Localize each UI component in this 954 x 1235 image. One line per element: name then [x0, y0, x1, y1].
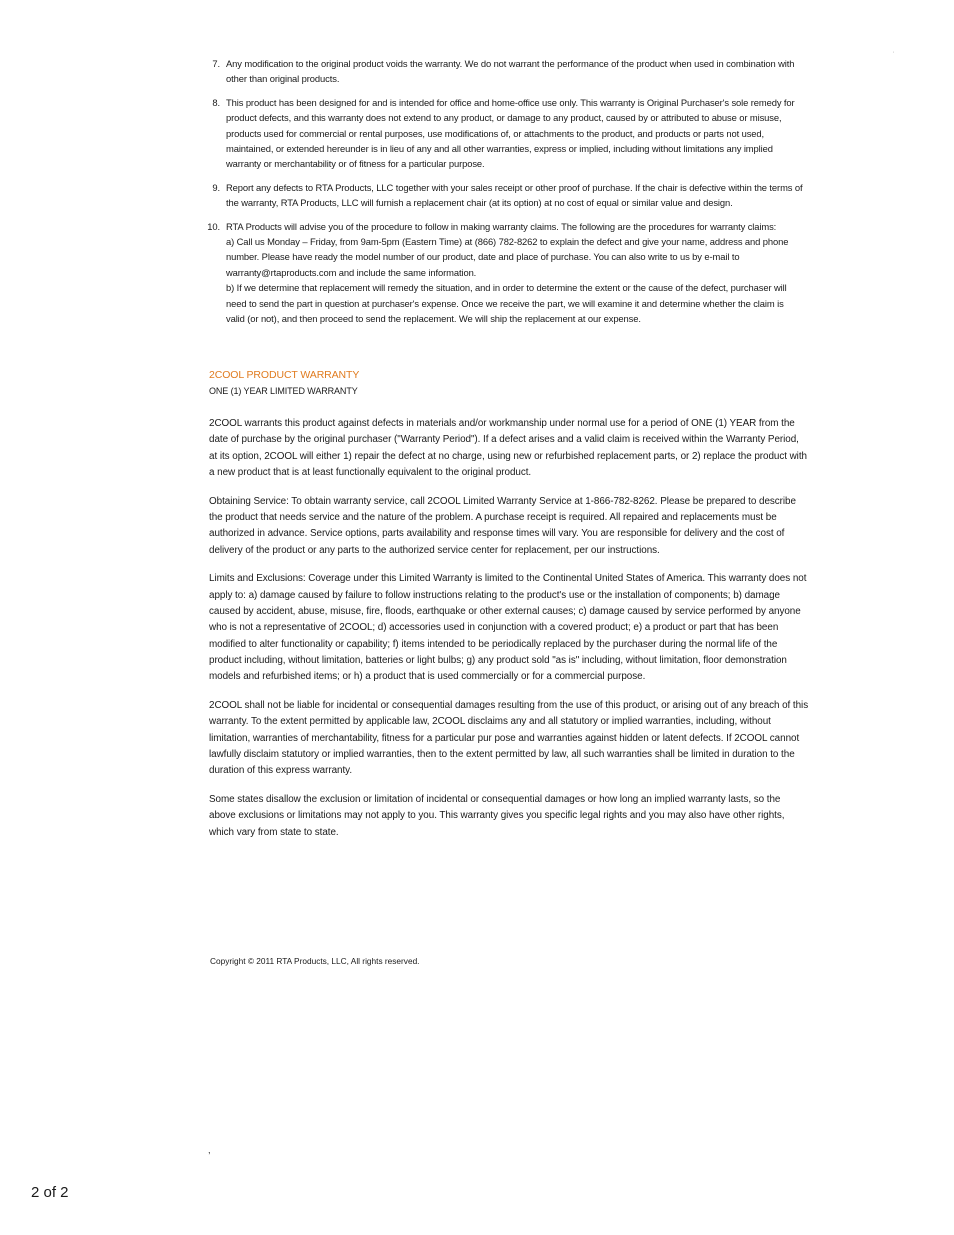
warranty-title: 2COOL PRODUCT WARRANTY	[209, 369, 360, 381]
warranty-body	[209, 416, 809, 853]
page-counter: 2 of 2	[31, 1184, 69, 1201]
warranty-subtitle: ONE (1) YEAR LIMITED WARRANTY	[209, 386, 358, 396]
warranty-paragraph: 2COOL shall not be liable for incidental or consequential damages resulting from the use of this product, or arising out of any breach of this warranty. To the extent permitted by applicable law, 2COOL disclaims any and all statutory or implied warranties, including, without limitation, warranties of merchantability, fitness for a particular pur pose and warranties against hidden or latent defects. If 2COOL cannot lawfully disclaim statutory or implied warranties, then to the extent permitted by law, all such warranties shall be limited in duration to the duration of this express warranty.	[209, 699, 809, 777]
list-item-text: a) Call us Monday – Friday, from 9am-5pm (Eastern Time) at (866) 782-8262 to explain the defect and give your name, address and phone number. Please have ready the model number of our product, date and place of purchase. You can also write to us by e-mail to warranty@rtaproducts.com and include the same information.	[226, 236, 789, 278]
list-item-text: Report any defects to RTA Products, LLC together with your sales receipt or other proof of purchase. If the chair is defective within the terms of the warranty, RTA Products, LLC will furnish a replacement chair (at its option) at no cost of equal or similar value and design.	[226, 181, 803, 209]
stray-mark: ,	[208, 1145, 211, 1155]
warranty-paragraph: Some states disallow the exclusion or limitation of incidental or consequential damages or how long an implied warranty lasts, so the above exclusions or limitations may not apply to you. This warranty gives you specific legal rights and you may also have other rights, which vary from state to state.	[209, 793, 785, 838]
list-item-text: This product has been designed for and is intended for office and home-office use only. This warranty is Original Purchaser's sole remedy for product defects, and this warranty does not extend to any product, or damage to any product, caused by or attributed to abuse or misuse, products used for commercial or rental purposes, use modifications of, or attachments to the product, and products or parts not used, maintained, or extended hereunder is in lieu of any and all other warranties, express or implied, including without limitations any implied warranty or merchantability or of fitness for a particular purpose.	[226, 96, 795, 170]
list-item-number: 9.	[212, 181, 220, 193]
list-item-number: 8.	[212, 96, 220, 108]
list-item-text: Any modification to the original product voids the warranty. We do not warrant the performance of the product when used in combination with other than original products.	[226, 58, 795, 85]
list-item	[203, 180, 803, 211]
list-item	[203, 56, 803, 87]
list-item	[203, 219, 803, 327]
warranty-terms-list	[203, 56, 803, 335]
list-item-text: RTA Products will advise you of the procedure to follow in making warranty claims. The following are the procedures for warranty claims:	[226, 220, 777, 232]
copyright-notice: Copyright © 2011 RTA Products, LLC, All rights reserved.	[210, 956, 420, 966]
list-item-number: 7.	[212, 58, 220, 69]
list-item-number: 10.	[207, 220, 220, 232]
warranty-paragraph: Limits and Exclusions: Coverage under this Limited Warranty is limited to the Continental United States of America. This warranty does not apply to: a) damage caused by failure to follow instructions relating to the product's use or the installation of components; b) damage caused by accident, abuse, misuse, fire, floods, earthquake or other external causes; c) damage caused by service performed by anyone who is not a representative of 2COOL; d) accessories used in conjunction with a covered product; e) a product or part that has been modified to alter functionality or capability; f) items intended to be periodically replaced by the purchaser during the normal life of the product including, without limitation, batteries or light bulbs; g) any product sold "as is" including, without limitation, floor demonstration models and refurbished items; or h) a product that is used commercially or for a commercial purpose.	[209, 573, 807, 683]
list-item-text: b) If we determine that replacement will remedy the situation, and in order to determine the extent or the cause of the defect, purchaser will need to send the part in question at purchaser's expense. Once we receive the part, we will examine it and determine whether the claim is valid (or not), and then proceed to send the replacement. We will ship the replacement at our expense.	[226, 282, 787, 325]
warranty-paragraph: Obtaining Service: To obtain warranty service, call 2COOL Limited Warranty Service at 1-866-782-8262. Please be prepared to describe the product that needs service and the nature of the problem. A purchase receipt is required. All repaired and replacements must be authorized in advance. Service options, parts availability and response times will vary. You are responsible for delivery and the cost of delivery of the product or any parts to the authorized service center for replacement, per our instructions.	[209, 495, 796, 556]
corner-mark: '	[893, 52, 895, 58]
warranty-paragraph: 2COOL warrants this product against defects in materials and/or workmanship under normal use for a period of ONE (1) YEAR from the date of purchase by the original purchaser ("Warranty Period"). If a defect arises and a valid claim is received within the Warranty Period, at its option, 2COOL will either 1) repair the defect at no charge, using new or refurbished replacement parts, or 2) replace the product with a new product that is at least functionally equivalent to the original product.	[209, 418, 807, 478]
list-item	[203, 95, 803, 172]
